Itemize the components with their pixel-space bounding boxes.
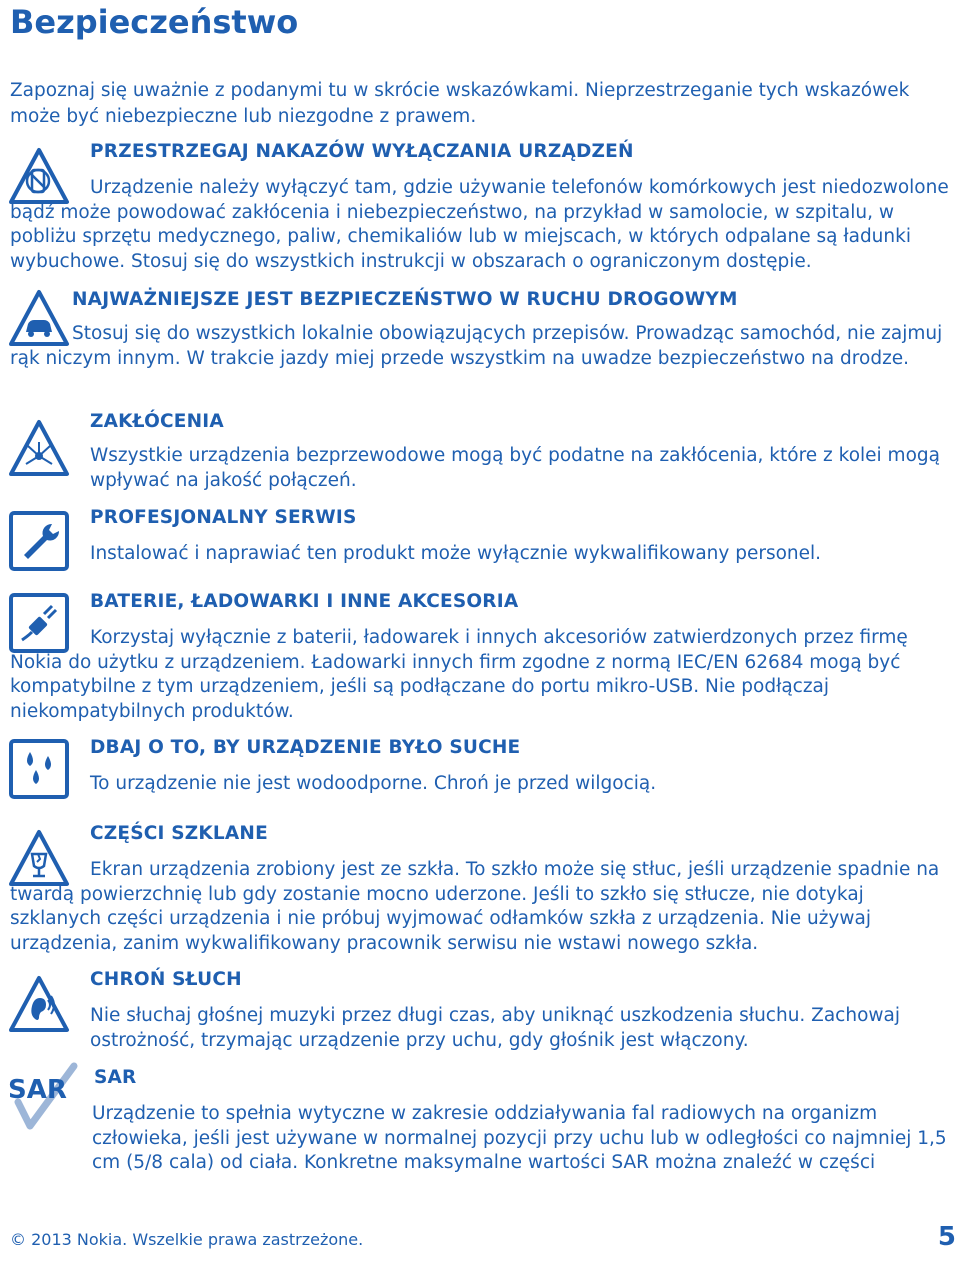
svg-text:SAR: SAR [8, 1075, 67, 1105]
section-text: Nie słuchaj głośnej muzyki przez długi czas, aby uniknąć uszkodzenia słuchu. Zachowaj ostrożność, trzymając urządzenie przy uchu, gdy głośnik jest włączony. [90, 1005, 901, 1051]
section-heading: CZĘŚCI SZKLANE [90, 823, 268, 844]
section-text: Stosuj się do wszystkich lokalnie obowiązujących przepisów. Prowadząc samochód, nie zajmuj rąk niczym innym. W trakcie jazdy miej przede wszystkim na uwadze bezpieczeństwo na drodze. [10, 323, 943, 369]
section-text: Instalować i naprawiać ten produkt może wyłącznie wykwalifikowany personel. [90, 543, 822, 564]
wrench-icon [8, 510, 70, 572]
interference-warning-icon [8, 418, 70, 480]
section-text: To urządzenie nie jest wodoodporne. Chroń je przed wilgocią. [90, 773, 657, 794]
page-number: 5 [937, 1222, 956, 1252]
footer-copyright: © 2013 Nokia. Wszelkie prawa zastrzeżone. [10, 1230, 364, 1249]
section-text: Wszystkie urządzenia bezprzewodowe mogą być podatne na zakłócenia, które z kolei mogą wpływać na jakość połączeń. [90, 445, 940, 491]
section-text: Urządzenie należy wyłączyć tam, gdzie używanie telefonów komórkowych jest niedozwolone bądź może powodować zakłócenia i niebezpieczeństwo, na przykład w samolocie, w szpitalu, w pobliżu sprzętu medycznego, paliw, chemikaliów lub w miejscach, w których odpalane są ładunki wybuchowe. Stosuj się do wszystkich instrukcji w obszarach o ograniczonym dostępie. [10, 177, 949, 272]
section-text: Korzystaj wyłącznie z baterii, ładowarek i innych akcesoriów zatwierdzonych przez firmę Nokia do użytku z urządzeniem. Ładowarki innych firm zgodne z normą IEC/EN 62684 mogą być kompatybilne z tym urządzeniem, jeśli są podłączane do portu mikro-USB. Nie podłączaj niekompatybilnych produktów. [10, 627, 908, 722]
page-title: Bezpieczeństwo [10, 3, 299, 41]
section-heading: PROFESJONALNY SERWIS [90, 507, 357, 528]
section-heading: SAR [94, 1067, 137, 1088]
hearing-warning-icon [8, 974, 70, 1036]
section-text: Urządzenie to spełnia wytyczne w zakresie oddziaływania fal radiowych na organizm człowieka, jeśli jest używane w normalnej pozycji przy uchu lub w odległości co najmniej 1,5 cm (5/8 cala) od ciała. Konkretne maksymalne wartości SAR można znaleźć w części [92, 1103, 947, 1174]
water-drops-icon [8, 738, 70, 800]
section-heading: CHROŃ SŁUCH [90, 969, 242, 990]
sar-check-icon [8, 1062, 80, 1132]
section-heading: ZAKŁÓCENIA [90, 411, 224, 432]
section-heading: PRZESTRZEGAJ NAKAZÓW WYŁĄCZANIA URZĄDZEŃ [90, 141, 634, 162]
section-heading: NAJWAŻNIEJSZE JEST BEZPIECZEŃSTWO W RUCHU DROGOWYM [72, 289, 738, 310]
intro-paragraph: Zapoznaj się uważnie z podanymi tu w skrócie wskazówkami. Nieprzestrzeganie tych wskazówek może być niebezpieczne lub niezgodne z prawem. [10, 80, 910, 127]
section-heading: BATERIE, ŁADOWARKI I INNE AKCESORIA [90, 591, 519, 612]
section-heading: DBAJ O TO, BY URZĄDZENIE BYŁO SUCHE [90, 737, 521, 758]
section-text: Ekran urządzenia zrobiony jest ze szkła. To szkło może się stłuc, jeśli urządzenie spadnie na twardą powierzchnię lub gdy zostanie mocno uderzone. Jeśli to szkło się stłucze, nie dotykaj szklanych części urządzenia i nie próbuj wyjmować odłamków szkła z urządzenia. Nie używaj urządzenia, zanim wykwalifikowany pracownik serwisu nie wstawi nowego szkła. [10, 859, 940, 954]
